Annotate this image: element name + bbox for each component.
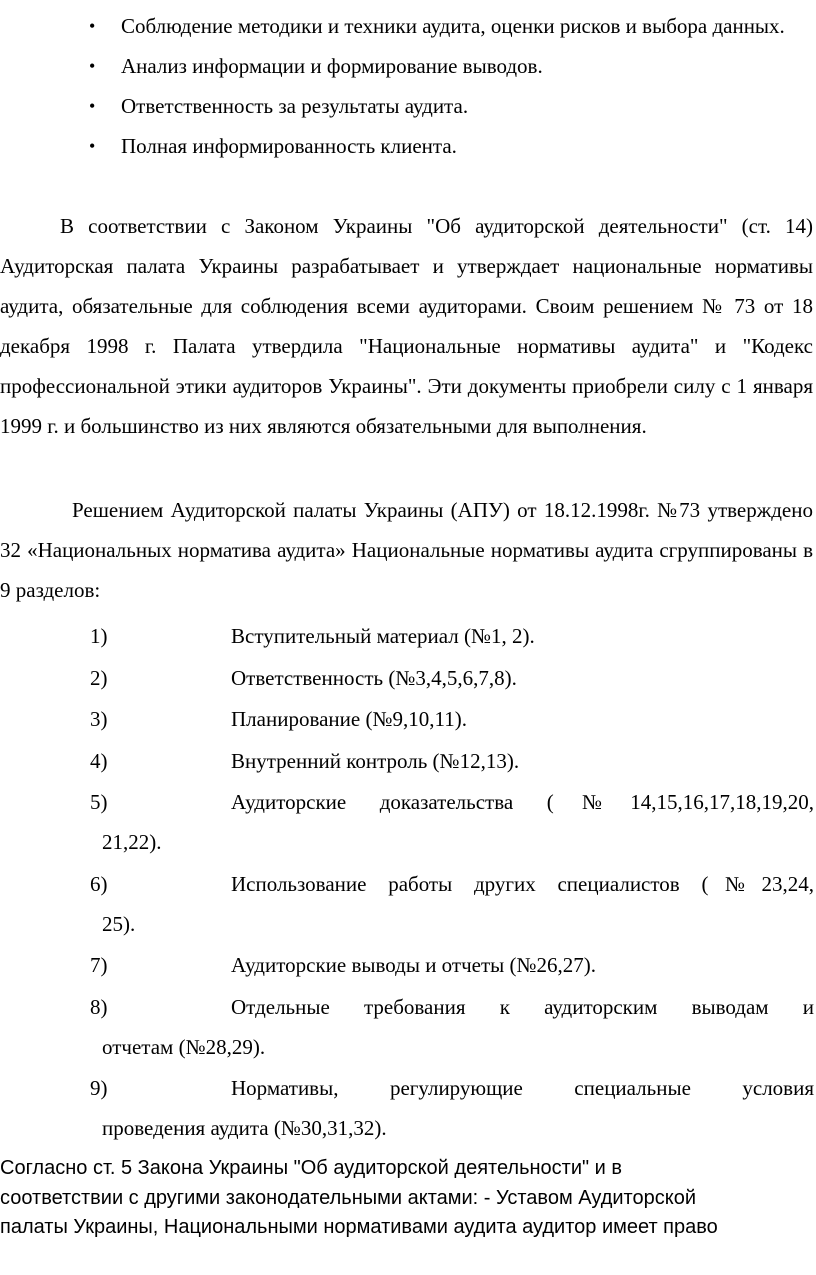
section-item [0, 616, 816, 656]
bullet-item [0, 6, 816, 46]
bullet-item [0, 126, 816, 166]
bullet-text: Соблюдение методики и техники аудита, оценки рисков и выбора данных. [121, 14, 785, 38]
section-text: Использование работы других специалистов (№23,24, [231, 871, 814, 896]
bullet-icon: • [89, 56, 96, 76]
bullet-text: Ответственность за результаты аудита. [121, 94, 469, 118]
section-item [0, 1068, 816, 1148]
section-item [0, 987, 816, 1067]
section-number: 7) [90, 953, 108, 977]
bullet-icon: • [89, 16, 96, 36]
bullet-icon: • [89, 136, 96, 156]
section-continuation: 21,22). [102, 830, 162, 854]
section-continuation: 25). [102, 911, 136, 936]
section-text: Внутренний контроль (№12,13). [231, 748, 520, 773]
section-item [0, 782, 816, 862]
section-number: 3) [90, 707, 108, 731]
section-text: Отдельные требования к аудиторским выводам и [231, 994, 814, 1019]
bullet-item [0, 46, 816, 86]
text-line: соответствии с другими законодательными актами: - Уставом Аудиторской [0, 1186, 697, 1209]
apu-decision-paragraph: Решением Аудиторской палаты Украины (АПУ) от 18.12.1998г. №73 утверждено 32 «Национальных норматива аудита» Национальные нормативы аудита сгруппированы в 9 разделов: [0, 498, 813, 602]
section-text: Вступительный материал (№1, 2). [231, 624, 535, 648]
section-number: 8) [90, 994, 108, 1019]
section-item [0, 945, 816, 985]
bullet-text: Анализ информации и формирование выводов. [121, 54, 543, 78]
section-number: 5) [90, 790, 108, 814]
text-line: палаты Украины, Национальными нормативами аудита аудитор имеет право [0, 1216, 718, 1238]
section-text: Ответственность (№3,4,5,6,7,8). [231, 665, 517, 690]
section-first-line [90, 782, 814, 822]
section-text: Нормативы, регулирующие специальные условия [231, 1076, 814, 1100]
section-item [0, 864, 816, 944]
bullet-icon: • [89, 96, 96, 116]
section-text: Планирование (№9,10,11). [231, 707, 467, 731]
law-paragraph: В соответствии с Законом Украины "Об аудиторской деятельности" (ст. 14) Аудиторская палата Украины разрабатывает и утверждает национальные нормативы аудита, обязательные для соблюдения всеми аудиторами. Своим решением № 73 от 18 декабря 1998 г. Палата утвердила "Национальные нормативы аудита" и "Кодекс профессиональной этики аудиторов Украины". Эти документы приобрели силу с 1 января 1999 г. и большинство из них являются обязательными для выполнения. [0, 214, 813, 438]
section-continuation: отчетам (№28,29). [102, 1034, 266, 1059]
section-continuation: проведения аудита (№30,31,32). [102, 1116, 387, 1140]
section-text: Аудиторские выводы и отчеты (№26,27). [231, 953, 597, 977]
principles-bullet-list [0, 6, 816, 166]
section-number: 9) [90, 1076, 108, 1100]
section-first-line [90, 864, 814, 904]
section-number: 1) [90, 624, 108, 648]
section-first-line [90, 987, 814, 1027]
section-number: 2) [90, 665, 108, 690]
section-number: 4) [90, 748, 108, 773]
section-item [0, 658, 816, 698]
section-item [0, 741, 816, 781]
text-line: Согласно ст. 5 Закона Украины "Об аудиторской деятельности" и в [0, 1157, 623, 1179]
section-item [0, 699, 816, 739]
bullet-text: Полная информированность клиента. [121, 134, 457, 158]
sections-numbered-list [0, 616, 816, 1150]
section-number: 6) [90, 871, 108, 896]
auditor-rights-paragraph [0, 1154, 800, 1243]
bullet-item [0, 86, 816, 126]
section-first-line [90, 1068, 814, 1108]
section-text: Аудиторские доказательства (№14,15,16,17,18,19,20, [231, 790, 814, 814]
